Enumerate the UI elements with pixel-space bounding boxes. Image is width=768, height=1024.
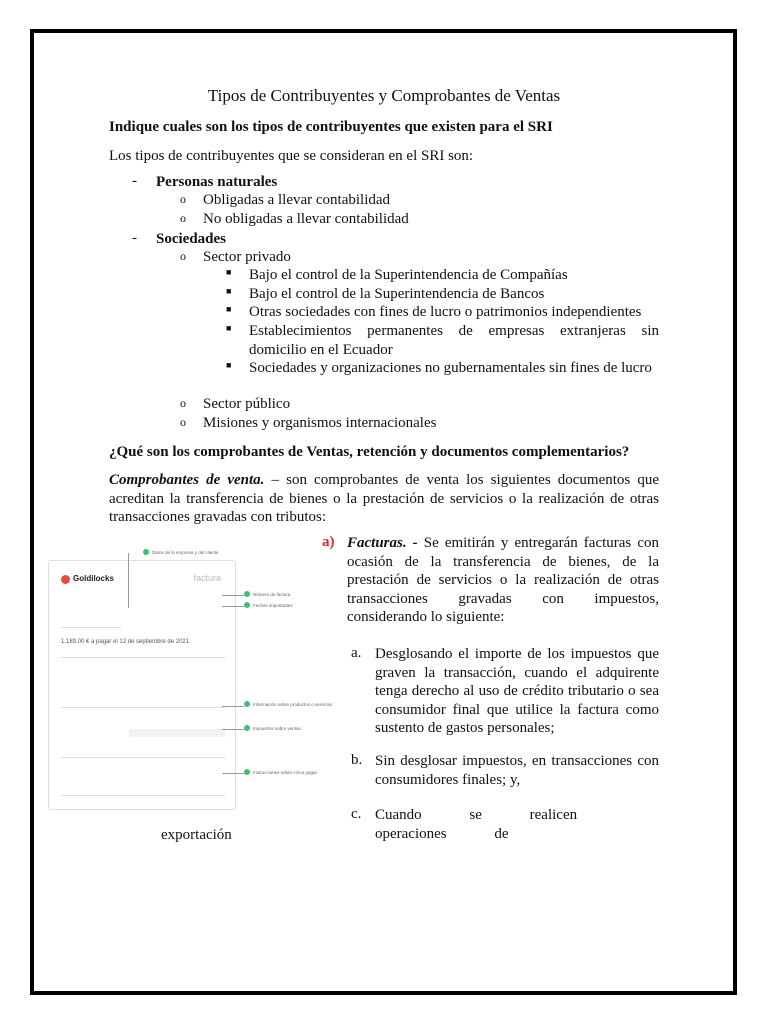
misiones: Misiones y organismos internacionales (203, 415, 437, 431)
circle-bullet: o (180, 415, 186, 429)
document-title: Tipos de Contribuyentes y Comprobantes de Ventas (207, 86, 561, 105)
callout-dot-icon (244, 602, 250, 608)
callout-connector (222, 706, 244, 707)
square-bullet: ■ (226, 286, 232, 296)
invoice-doc-label: factura (193, 573, 221, 583)
callout-connector (222, 729, 244, 730)
privado-item: Otras sociedades con fines de lucro o patrimonios independientes (249, 304, 642, 320)
callout-connector (222, 595, 244, 596)
facturas-term: Facturas. - (347, 535, 418, 551)
sociedades-label: Sociedades (156, 231, 227, 247)
circle-bullet: o (180, 192, 186, 206)
invoice-brand: Goldilocks (73, 574, 114, 583)
sub-marker: c. (351, 806, 362, 822)
comprobantes-text: – son comprobantes de venta los siguientes documentos que acreditan la transferencia de bienes o la prestación de servicios o la realización de otras transacciones gravadas con tributos: (109, 472, 660, 525)
sector-privado: Sector privado (203, 249, 291, 265)
personas-item: Obligadas a llevar contabilidad (203, 192, 391, 208)
callout-dot-icon (244, 591, 250, 597)
total-row (129, 729, 225, 737)
table-rule (61, 757, 225, 758)
callout-connector (222, 773, 244, 774)
personas-item: No obligadas a llevar contabilidad (203, 211, 409, 227)
privado-item: Establecimientos permanentes de empresas extranjeras sin domicilio en el Ecuador (249, 323, 659, 358)
brand-logo-icon (61, 575, 70, 584)
sub-marker: a. (351, 645, 362, 661)
facturas-text: Se emitirán y entregarán facturas con ocasión de la transferencia de bienes, de la prestación de servicios o la realización de otras transacciones gravadas con impuestos, considerando lo siguiente: (347, 535, 659, 625)
sub-item: Cuando se realicen operaciones de (375, 807, 578, 842)
continuation-text: exportación (161, 827, 232, 843)
callout-numero: Número de factura (244, 591, 290, 597)
square-bullet: ■ (226, 304, 232, 314)
callout-dot-icon (143, 549, 149, 555)
callout-impuestos: Impuestos sobre ventas (244, 725, 301, 731)
facturas-paragraph (347, 534, 659, 627)
invoice-image (48, 560, 236, 810)
comprobantes-paragraph (109, 471, 659, 527)
callout-productos: Información sobre productos o servicios (244, 701, 333, 707)
facturas-marker: a) (322, 534, 335, 550)
table-rule (61, 657, 225, 658)
intro-text: Los tipos de contribuyentes que se consideran en el SRI son: (109, 148, 474, 164)
personas-label: Personas naturales (156, 174, 278, 190)
privado-item: Sociedades y organizaciones no gubernamentales sin fines de lucro (249, 360, 652, 376)
sub-marker: b. (351, 752, 363, 768)
square-bullet: ■ (226, 323, 232, 333)
sub-item: Sin desglosar impuestos, en transacciones con consumidores finales; y, (375, 753, 659, 788)
square-bullet: ■ (226, 267, 232, 277)
callout-dot-icon (244, 701, 250, 707)
table-rule (61, 795, 225, 796)
dash-bullet: - (132, 173, 137, 189)
placeholder-line (61, 627, 121, 628)
circle-bullet: o (180, 396, 186, 410)
sector-publico: Sector público (203, 396, 291, 412)
question-contribuyentes: Indique cuales son los tipos de contribuyentes que existen para el SRI (109, 119, 553, 135)
sub-item: Desglosando el importe de los impuestos que graven la transacción, cuando el adquirente tenga derecho al uso de crédito tributario o sea consumidor final que utilice la factura como sustento de gastos personales; (375, 646, 659, 736)
table-rule (61, 707, 225, 708)
callout-connector (222, 606, 244, 607)
comprobantes-term: Comprobantes de venta. (109, 472, 265, 488)
callout-datos: Datos de la empresa y del cliente (143, 549, 219, 555)
question-comprobantes: ¿Qué son los comprobantes de Ventas, retención y documentos complementarios? (109, 444, 630, 460)
privado-item: Bajo el control de la Superintendencia de Compañías (249, 267, 568, 283)
callout-fechas: Fechas importantes (244, 602, 293, 608)
dash-bullet: - (132, 230, 137, 246)
square-bullet: ■ (226, 360, 232, 370)
callout-dot-icon (244, 769, 250, 775)
circle-bullet: o (180, 211, 186, 225)
callout-connector (128, 553, 129, 608)
callout-dot-icon (244, 725, 250, 731)
circle-bullet: o (180, 249, 186, 263)
privado-item: Bajo el control de la Superintendencia de Bancos (249, 286, 545, 302)
callout-pago: Instrucciones sobre cómo pagar (244, 769, 317, 775)
invoice-amount-line: 1,189.00 € a pagar el 12 de septiembre de 2021 (61, 639, 190, 645)
